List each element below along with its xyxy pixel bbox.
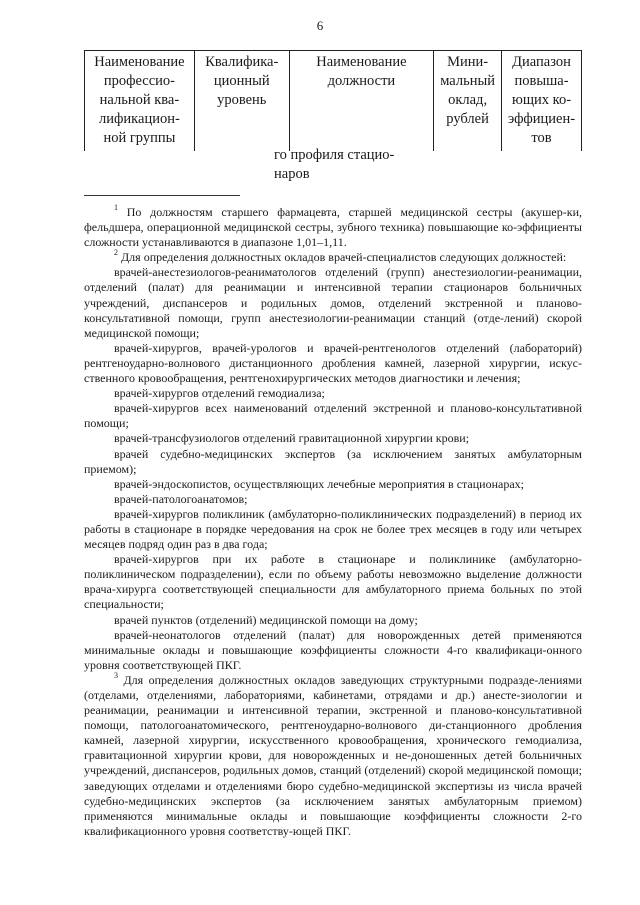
footnote-1 <box>84 205 582 250</box>
continuation-line: наров <box>274 166 310 182</box>
footnote-mark: 2 <box>114 248 118 258</box>
footnote-paragraph: врачей-эндоскопистов, осуществляющих лечебные мероприятия в стационарах; <box>114 476 525 491</box>
table-continuation-text <box>274 146 416 184</box>
footnote-separator <box>84 195 240 196</box>
footnote-text: По должностям старшего фармацевта, старшей медицинской сестры (акушер-ки, фельдшера, операционной медицинской сестры, зубного техника) повышающие ко-эффициенты сложности устанавливаются в диапазоне 1,01–1,11. <box>84 205 582 250</box>
page-number: 6 <box>316 18 324 33</box>
footnote-paragraph: врачей-анестезиологов-реаниматологов отделений (групп) анестезиологии-реанимации, отделений (палат) для реанимации и интенсивной терапии стационаров больничных учреждений, диспансеров и родильных домов, отделений экстренной и планово-консультативной помощи, групп анестезиологии-реанимации станций (отде-лений) скорой медицинской помощи; <box>84 265 582 340</box>
footnote-mark: 1 <box>114 203 118 212</box>
footnote-paragraph: врачей-хирургов отделений гемодиализа; <box>114 386 325 401</box>
footnote-paragraph: врачей-хирургов всех наименований отделений экстренной и планово-консультативной помощи; <box>84 401 582 431</box>
header-table <box>84 50 582 151</box>
footnote-paragraph: врачей-хирургов, врачей-урологов и врачей-рентгенологов отделений (лабораторий) рентгеноударно-волнового дистанционного дробления камней, лазерной хирургии, искус-ственного кровообращения, рентгенохирургических методов диагностики и лечения; <box>84 340 582 386</box>
footnote-paragraph: врачей-патологоанатомов; <box>114 491 248 506</box>
footnote-paragraph: врачей-хирургов при их работе в стационаре и поликлинике (амбулаторно-поликлиническом подразделении), если по объему работы невозможно выделение должности врача-хирурга соответствующей специальности для амбулаторного приема больных по этой специальности; <box>84 552 582 612</box>
footnote-paragraph: врачей-трансфузиологов отделений гравитационной хирургии крови; <box>114 431 470 446</box>
header-cell-level: Квалифика-ционный уровень <box>194 51 289 152</box>
header-cell-position: Наименование должности <box>289 51 433 152</box>
footnote-3 <box>84 670 583 839</box>
table-header-row <box>85 51 582 152</box>
header-cell-coefficients: Диапазон повыша-ющих ко-эффициен-тов <box>502 51 582 152</box>
footnote-mark: 3 <box>114 670 118 680</box>
footnote-paragraph: врачей судебно-медицинских экспертов (за исключением занятых амбулаторным приемом); <box>84 446 582 476</box>
header-cell-group: Наименование профессио-нальной ква-лификацион-ной группы <box>85 51 195 152</box>
footnote-text: Для определения должностных окладов заведующих структурными подразде-лениями (отделами, отделениями, лабораториями, кабинетами, отрядами и др.) анесте-зиологии и реанимации, реанимации и интенсивной терапии, экстренной и планово-консультативной помощи, патологоанатомического, рентгеноударно-волнового ди-станционного дробления камней, лазерной хирургии, искусственного кровообращения, хронического гемодиализа, гравитационной хирургии крови, для новорожденных и не-доношенных детей больничных учреждений, диспансеров, родильных домов, станций (отделений) скорой медицинской помощи; заведующих отделами и отделениями бюро судебно-медицинской экспертизы из числа врачей судебно-медицинских экспертов (за исключением занятых амбулаторным приемом) применяются минимальные оклады и повышающие коэффициенты сложности 2-го квалификационного уровня соответству-ющей ПКГ. <box>84 672 583 838</box>
footnote-text: Для определения должностных окладов врачей-специалистов следующих должностей: <box>121 250 567 265</box>
footnote-paragraph: врачей пунктов (отделений) медицинской помощи на дому; <box>114 612 418 627</box>
footnote-paragraph: врачей-хирургов поликлиник (амбулаторно-поликлинических подразделений) в период их работы в стационаре в порядке чередования на срок не более трех месяцев в году или четырех месяцев подряд один раз в два года; <box>84 506 582 552</box>
continuation-line: го профиля стацио- <box>274 147 395 163</box>
footnote-paragraph: врачей-неонатологов отделений (палат) для новорожденных детей применяются минимальные оклады и повышающие коэффициенты сложности 4-го квалификаци-онного уровня соответствующей ПКГ. <box>84 627 582 672</box>
footnotes <box>84 205 582 839</box>
footnote-2 <box>84 250 582 265</box>
header-cell-salary: Мини-мальный оклад, рублей <box>434 51 502 152</box>
